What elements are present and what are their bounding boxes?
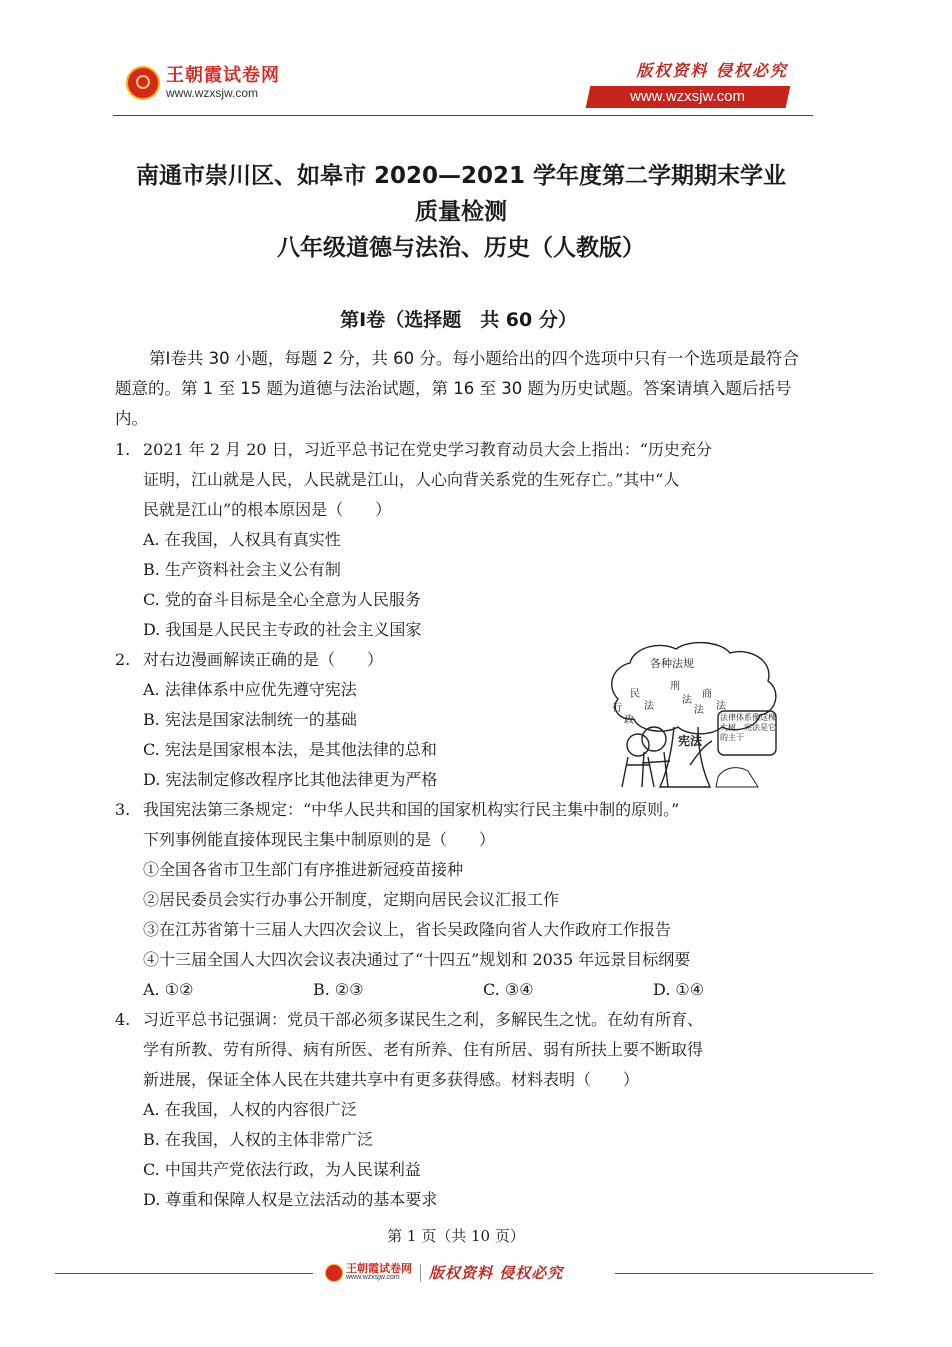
- page-header: [126, 60, 816, 116]
- instructions: 第Ⅰ卷共 30 小题，每题 2 分，共 60 分。每小题给出的四个选项中只有一个选项是最符合题意的。第 1 至 15 题为道德与法治试题，第 16 至 30 题为历史试题。答案请填入题后括号内。: [115, 349, 799, 428]
- question-stem: 下列事例能直接体现民主集中制原则的是（ ）: [143, 830, 496, 849]
- question-stem: 对右边漫画解读正确的是（ ）: [143, 650, 384, 669]
- option-b: B. ②③: [313, 980, 364, 999]
- option-c: C. ③④: [483, 980, 534, 999]
- figure-left: [627, 734, 649, 756]
- site-logo[interactable]: [126, 66, 280, 100]
- question-stem: 2021 年 2 月 20 日，习近平总书记在党史学习教育动员大会上指出：“历史充分: [143, 440, 712, 459]
- question-stem: 证明，江山就是人民，人民就是江山，人心向背关系党的生死存亡。”其中“人: [143, 470, 680, 489]
- option-d: D. 尊重和保障人权是立法活动的基本要求: [143, 1190, 438, 1209]
- option-a: A. ①②: [143, 980, 194, 999]
- option-b: B. 宪法是国家法制统一的基础: [143, 710, 357, 729]
- footer-logo-icon: [325, 1264, 343, 1282]
- statement-3: ③在江苏省第十三届人大四次会议上，省长吴政隆向省人大作政府工作报告: [143, 920, 672, 939]
- question-number: 4.: [115, 1010, 131, 1029]
- cartoon-leaf: 民: [630, 689, 640, 700]
- option-c: C. 宪法是国家根本法，是其他法律的总和: [143, 740, 437, 759]
- question-3: [115, 795, 825, 1005]
- cartoon-leaf: 行: [612, 703, 622, 714]
- question-stem: 民就是江山”的根本原因是（ ）: [143, 500, 392, 519]
- question-stem: 我国宪法第三条规定：“中华人民共和国的国家机构实行民主集中制的原则。”: [143, 800, 680, 819]
- cartoon-leaf: 法: [682, 695, 692, 706]
- cartoon-leaf: 法: [644, 701, 654, 712]
- exam-title-line2: 质量检测: [415, 199, 507, 225]
- cartoon-leaf: 法: [716, 701, 726, 712]
- section-heading: 第Ⅰ卷（选择题 共 60 分）: [340, 309, 577, 331]
- question-number: 1.: [115, 440, 131, 459]
- header-copyright: 版权资料 侵权必究: [636, 61, 788, 80]
- question-stem: 学有所教、劳有所得、病有所医、老有所养、住有所居、弱有所扶上要不断取得: [143, 1040, 704, 1059]
- cartoon-crown-label: 各种法规: [650, 657, 694, 670]
- question-stem: 新进展，保证全体人民在共建共享中有更多获得感。材料表明（ ）: [143, 1070, 640, 1089]
- footer-logo-url[interactable]: www.wzxsjw.com: [346, 1274, 400, 1281]
- statement-2: ②居民委员会实行办事公开制度，定期向居民会议汇报工作: [143, 890, 560, 909]
- header-divider: [113, 115, 813, 116]
- option-b: B. 在我国，人权的主体非常广泛: [143, 1130, 373, 1149]
- question-2: [115, 645, 595, 795]
- option-d: D. ①④: [653, 980, 705, 999]
- question-number: 2.: [115, 650, 131, 669]
- option-a: A. 在我国，人权具有真实性: [143, 530, 341, 549]
- header-url-bar[interactable]: www.wzxsjw.com: [586, 86, 791, 108]
- statement-1: ①全国各省市卫生部门有序推进新冠疫苗接种: [143, 860, 464, 879]
- exam-subtitle: 八年级道德与法治、历史（人教版）: [277, 235, 645, 261]
- page-footer: [55, 1262, 873, 1286]
- footer-copyright: 版权资料 侵权必究: [429, 1264, 564, 1282]
- option-d: D. 我国是人民民主专政的社会主义国家: [143, 620, 422, 639]
- cartoon-leaf: 法: [694, 705, 704, 716]
- logo-url[interactable]: www.wzxsjw.com: [166, 86, 259, 100]
- question-number: 3.: [115, 800, 131, 819]
- cartoon-leaf: 政: [624, 715, 634, 726]
- question-4: [115, 1005, 825, 1215]
- option-a: A. 在我国，人权的内容很广泛: [143, 1100, 357, 1119]
- cartoon-speech: 法律体系像这棵大树，宪法是它的主干: [720, 713, 776, 742]
- logo-name: 王朝霞试卷网: [166, 65, 280, 86]
- page-number: 第 1 页（共 10 页）: [387, 1227, 525, 1245]
- option-c: C. 党的奋斗目标是全心全意为人民服务: [143, 590, 421, 609]
- footer-logo-name: 王朝霞试卷网: [346, 1262, 412, 1275]
- option-a: A. 法律体系中应优先遵守宪法: [143, 680, 357, 699]
- cartoon-leaf: 刑: [670, 681, 680, 692]
- cartoon-trunk-label: 宪法: [678, 734, 703, 748]
- question-1: [115, 435, 825, 645]
- footer-separator: [420, 1264, 421, 1282]
- options-row: [115, 975, 825, 1005]
- exam-title-line1: 南通市崇川区、如皋市 2020—2021 学年度第二学期期末学业: [135, 163, 787, 189]
- footer-rule-right: [615, 1273, 873, 1274]
- option-c: C. 中国共产党依法行政，为人民谋利益: [143, 1160, 421, 1179]
- law-tree-cartoon: [598, 637, 788, 795]
- statement-4: ④十三届全国人大四次会议表决通过了“十四五”规划和 2035 年远景目标纲要: [143, 950, 691, 969]
- question-stem: 习近平总书记强调：党员干部必须多谋民生之利，多解民生之忧。在幼有所育、: [143, 1010, 704, 1029]
- logo-badge-icon: [126, 66, 160, 100]
- cartoon-leaf: 商: [702, 689, 712, 700]
- option-b: B. 生产资料社会主义公有制: [143, 560, 341, 579]
- option-d: D. 宪法制定修改程序比其他法律更为严格: [143, 770, 438, 789]
- footer-rule-left: [55, 1273, 313, 1274]
